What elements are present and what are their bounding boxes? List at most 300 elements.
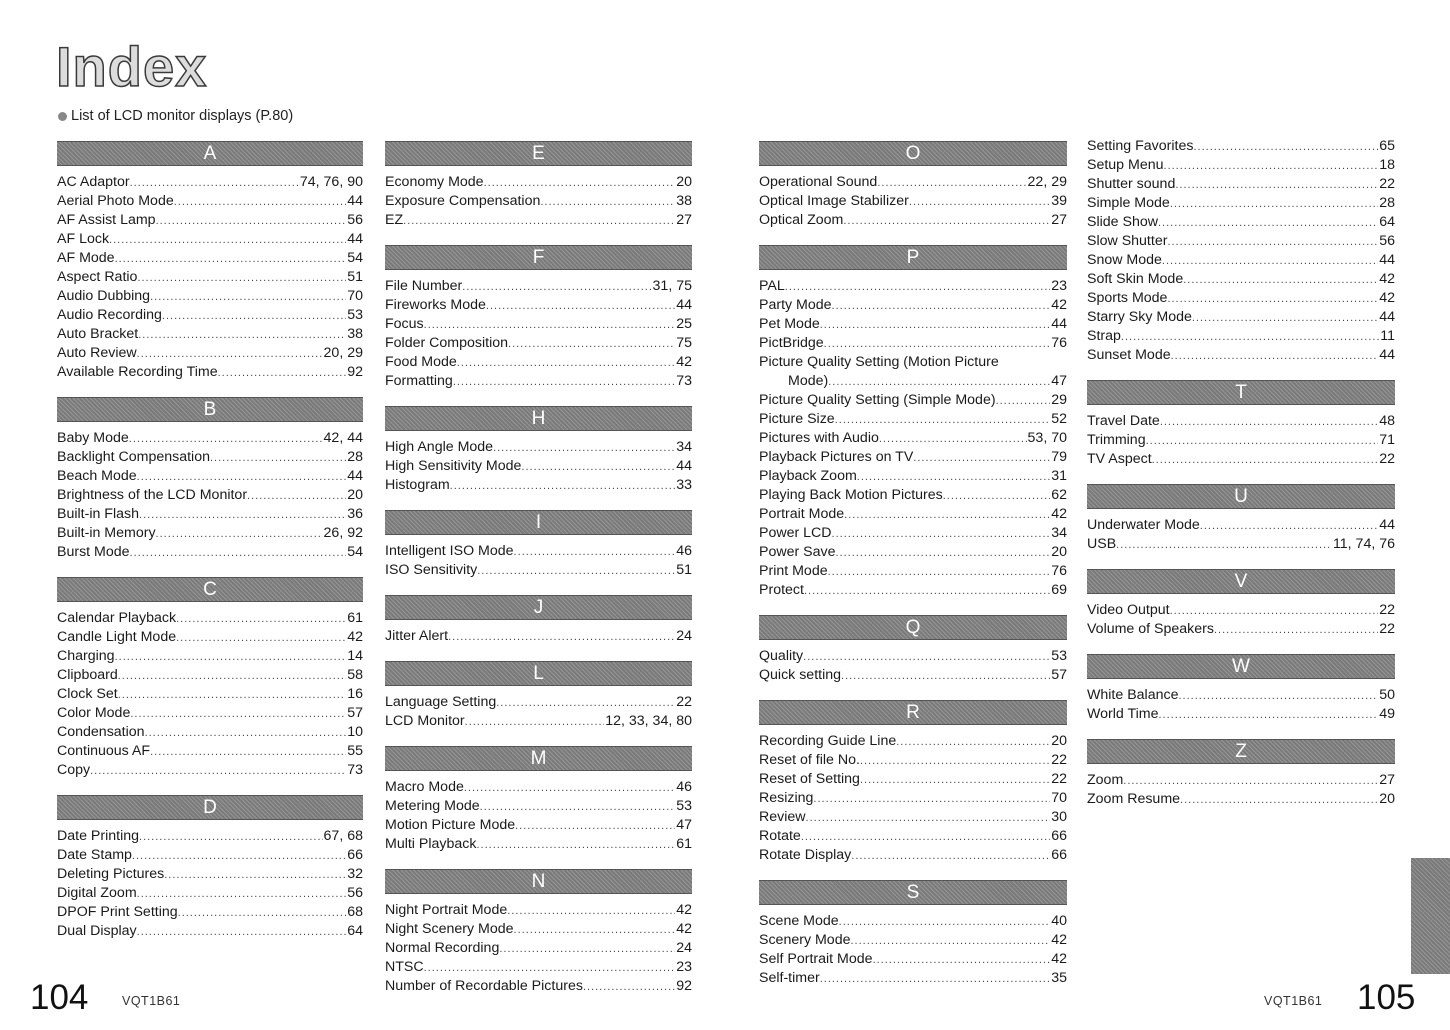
entry-pages: 38 [676, 193, 692, 209]
dot-leader [1180, 790, 1378, 809]
index-entry[interactable] [385, 353, 692, 372]
index-entry[interactable] [759, 581, 1067, 600]
index-entry[interactable] [57, 846, 363, 865]
entry-term: Normal Recording [385, 940, 500, 956]
dot-leader [145, 723, 347, 742]
index-entry[interactable] [57, 827, 363, 846]
index-entry[interactable] [57, 723, 363, 742]
entry-pages: 50 [1379, 687, 1395, 703]
entry-term: Aspect Ratio [57, 269, 138, 285]
index-entry[interactable] [57, 287, 363, 306]
entry-term: Optical Image Stabilizer [759, 193, 909, 209]
index-entry[interactable] [759, 846, 1067, 865]
entry-term: Slide Show [1087, 214, 1158, 230]
dot-leader [137, 884, 347, 903]
entry-term: Party Mode [759, 297, 832, 313]
entry-term: Strap [1087, 328, 1121, 344]
index-entry[interactable] [57, 173, 363, 192]
index-entry[interactable] [1087, 194, 1395, 213]
entry-pages: 44 [347, 468, 363, 484]
entry-pages: 47 [1051, 373, 1067, 389]
entry-term: Volume of Speakers [1087, 621, 1214, 637]
index-entry[interactable] [385, 457, 692, 476]
section-letter-header: L [385, 661, 692, 686]
index-entry[interactable] [385, 334, 692, 353]
section-letter-header: M [385, 746, 692, 771]
index-entry[interactable] [1087, 686, 1395, 705]
index-entry[interactable] [57, 685, 363, 704]
entry-term: Aerial Photo Mode [57, 193, 174, 209]
page-title: Index [56, 35, 208, 98]
index-entry[interactable] [759, 391, 1067, 410]
dot-leader [785, 277, 1050, 296]
index-entry[interactable] [385, 958, 692, 977]
index-entry[interactable] [1087, 771, 1395, 790]
entry-pages: 34 [1051, 525, 1067, 541]
entry-term: Color Mode [57, 705, 131, 721]
index-entry[interactable] [57, 884, 363, 903]
index-entry[interactable] [759, 666, 1067, 685]
dot-leader [130, 704, 346, 723]
entry-term: Digital Zoom [57, 885, 137, 901]
index-section [1087, 654, 1395, 724]
entry-pages: 23 [1051, 278, 1067, 294]
entry-term: Rotate [759, 828, 801, 844]
entry-term: Night Portrait Mode [385, 902, 508, 918]
index-entry[interactable] [759, 562, 1067, 581]
entry-term: AF Assist Lamp [57, 212, 156, 228]
entry-pages: 44 [676, 297, 692, 313]
index-entry[interactable] [385, 277, 692, 296]
index-entry[interactable] [759, 429, 1067, 448]
index-entry[interactable] [57, 344, 363, 363]
index-entry[interactable] [385, 315, 692, 334]
index-entry[interactable] [1087, 327, 1395, 346]
dot-leader [1121, 327, 1379, 346]
dot-leader [130, 543, 347, 562]
index-entry[interactable] [385, 693, 692, 712]
index-entry[interactable] [759, 808, 1067, 827]
index-entry[interactable] [385, 977, 692, 996]
entry-term: Quality [759, 648, 804, 664]
index-entry[interactable] [385, 211, 692, 230]
dot-leader [514, 920, 676, 939]
entry-pages: 27 [1379, 772, 1395, 788]
dot-leader [836, 543, 1051, 562]
entry-term: Review [759, 809, 806, 825]
section-letter-header: T [1087, 380, 1395, 405]
index-entry[interactable] [1087, 289, 1395, 308]
index-entry[interactable] [385, 476, 692, 495]
index-entry[interactable] [1087, 705, 1395, 724]
dot-leader [1152, 450, 1379, 469]
entry-term: Pet Mode [759, 316, 820, 332]
entry-term: Sunset Mode [1087, 347, 1171, 363]
dot-leader [832, 524, 1051, 543]
index-entry[interactable] [759, 827, 1067, 846]
entry-pages: 35 [1051, 970, 1067, 986]
dot-leader [137, 922, 347, 941]
index-entry[interactable] [385, 901, 692, 920]
index-entry[interactable] [1087, 412, 1395, 431]
dot-leader [828, 372, 1050, 391]
entry-pages: 38 [347, 326, 363, 342]
index-entry[interactable] [1087, 790, 1395, 809]
entry-pages: 44 [1379, 517, 1395, 533]
entry-term: Zoom Resume [1087, 791, 1181, 807]
index-entry[interactable] [57, 325, 363, 344]
index-entry[interactable] [57, 192, 363, 211]
entry-pages: 54 [347, 544, 363, 560]
index-entry[interactable] [57, 761, 363, 780]
index-entry[interactable] [759, 524, 1067, 543]
index-entry[interactable] [759, 931, 1067, 950]
dot-leader [486, 296, 675, 315]
entry-pages: 22 [1051, 771, 1067, 787]
entry-pages: 14 [347, 648, 363, 664]
dot-leader [137, 344, 323, 363]
entry-term: Audio Dubbing [57, 288, 151, 304]
entry-term: Pictures with Audio [759, 430, 879, 446]
dot-leader [457, 353, 675, 372]
index-entry[interactable] [1087, 601, 1395, 620]
entry-term: Clock Set [57, 686, 118, 702]
dot-leader [477, 561, 675, 580]
section-letter-header: B [57, 397, 363, 422]
index-entry[interactable] [1087, 251, 1395, 270]
entry-pages: 20 [1051, 733, 1067, 749]
dot-leader [1167, 289, 1378, 308]
dot-leader [137, 268, 346, 287]
index-entry[interactable] [385, 372, 692, 391]
index-entry[interactable] [759, 950, 1067, 969]
entry-pages: 42 [1379, 290, 1395, 306]
index-entry[interactable] [385, 542, 692, 561]
index-entry[interactable] [57, 467, 363, 486]
index-entry[interactable] [1087, 431, 1395, 450]
entry-term: World Time [1087, 706, 1159, 722]
entry-term: Setup Menu [1087, 157, 1164, 173]
index-entry[interactable] [57, 429, 363, 448]
entry-pages: 57 [347, 705, 363, 721]
index-entry[interactable] [759, 296, 1067, 315]
entry-term: Clipboard [57, 667, 118, 683]
index-entry[interactable] [759, 410, 1067, 429]
index-entry[interactable] [385, 192, 692, 211]
index-entry[interactable] [385, 920, 692, 939]
index-entry[interactable] [57, 363, 363, 382]
index-entry[interactable] [759, 277, 1067, 296]
index-entry[interactable] [759, 173, 1067, 192]
entry-pages: 47 [676, 817, 692, 833]
index-entry[interactable] [57, 704, 363, 723]
index-entry[interactable] [1087, 270, 1395, 289]
index-entry[interactable] [57, 543, 363, 562]
entry-term: Motion Picture Mode [385, 817, 516, 833]
dot-leader [1123, 771, 1378, 790]
entry-pages: 24 [676, 628, 692, 644]
entry-pages: 67, 68 [323, 828, 363, 844]
index-entry[interactable] [57, 742, 363, 761]
entry-term: Starry Sky Mode [1087, 309, 1192, 325]
entry-term: Power Save [759, 544, 836, 560]
dot-leader [521, 457, 675, 476]
index-section [759, 245, 1067, 600]
entry-term: Copy [57, 762, 91, 778]
index-entry[interactable] [759, 770, 1067, 789]
index-entry[interactable] [57, 268, 363, 287]
dot-leader [943, 486, 1050, 505]
entry-term: Portrait Mode [759, 506, 845, 522]
entry-pages: 65 [1379, 138, 1395, 154]
dot-leader [1164, 156, 1379, 175]
entry-term: Sports Mode [1087, 290, 1168, 306]
entry-term: Print Mode [759, 563, 828, 579]
entry-pages: 22 [1379, 451, 1395, 467]
entry-term: Histogram [385, 477, 450, 493]
index-entry[interactable] [57, 230, 363, 249]
entry-pages: 42 [1379, 271, 1395, 287]
index-section [759, 700, 1067, 865]
entry-term-continued: Mode) [788, 373, 829, 389]
entry-term: Scene Mode [759, 913, 839, 929]
entry-term: Recording Guide Line [759, 733, 897, 749]
index-entry[interactable] [57, 628, 363, 647]
dot-leader [806, 808, 1051, 827]
index-entry[interactable] [759, 467, 1067, 486]
index-entry[interactable] [57, 647, 363, 666]
entry-term: Language Setting [385, 694, 497, 710]
dot-leader [1178, 686, 1378, 705]
index-column-2 [385, 141, 692, 1011]
dot-leader [138, 325, 346, 344]
entry-term: Resizing [759, 790, 814, 806]
index-entry[interactable] [1087, 308, 1395, 327]
entry-pages: 18 [1379, 157, 1395, 173]
entry-pages: 53 [347, 307, 363, 323]
index-entry[interactable] [759, 969, 1067, 988]
index-entry[interactable] [385, 797, 692, 816]
section-letter-header: V [1087, 569, 1395, 594]
entry-pages: 22 [1379, 602, 1395, 618]
index-entry[interactable] [385, 835, 692, 854]
index-entry[interactable] [385, 561, 692, 580]
index-entry[interactable] [385, 296, 692, 315]
index-entry[interactable] [57, 448, 363, 467]
index-entry[interactable] [759, 486, 1067, 505]
section-letter-header: Q [759, 615, 1067, 640]
dot-leader [820, 315, 1050, 334]
index-section [385, 141, 692, 230]
entry-term: Self-timer [759, 970, 820, 986]
index-entry[interactable] [759, 334, 1067, 353]
entry-pages: 28 [347, 449, 363, 465]
index-entry[interactable] [759, 315, 1067, 334]
entry-pages: 64 [347, 923, 363, 939]
index-entry[interactable] [759, 912, 1067, 931]
entry-term: Dual Display [57, 923, 137, 939]
dot-leader [496, 693, 675, 712]
entry-pages: 44 [1379, 309, 1395, 325]
entry-pages: 74, 76, 90 [299, 174, 363, 190]
dot-leader [464, 778, 675, 797]
dot-leader [218, 363, 347, 382]
index-entry[interactable] [759, 789, 1067, 808]
index-entry[interactable] [1087, 137, 1395, 156]
dot-leader [462, 277, 651, 296]
entry-pages: 53 [1051, 648, 1067, 664]
index-entry[interactable] [57, 524, 363, 543]
dot-leader [1116, 535, 1332, 554]
entry-term: Travel Date [1087, 413, 1160, 429]
entry-pages: 20 [676, 174, 692, 190]
entry-term: Setting Favorites [1087, 138, 1194, 154]
dot-leader [850, 931, 1050, 950]
dot-leader [828, 562, 1051, 581]
entry-pages: 23 [676, 959, 692, 975]
dot-leader [448, 627, 675, 646]
index-entry[interactable] [759, 647, 1067, 666]
index-section [57, 141, 363, 382]
dot-leader [424, 958, 676, 977]
index-entry[interactable] [57, 505, 363, 524]
index-column-1 [57, 141, 363, 956]
entry-pages: 20 [1379, 791, 1395, 807]
entry-term: Folder Composition [385, 335, 509, 351]
index-entry[interactable] [1087, 620, 1395, 639]
entry-term: Power LCD [759, 525, 832, 541]
entry-term: PictBridge [759, 335, 824, 351]
entry-pages: 73 [347, 762, 363, 778]
entry-pages: 66 [1051, 847, 1067, 863]
entry-pages: 44 [1379, 252, 1395, 268]
section-letter-header: W [1087, 654, 1395, 679]
entry-term: Economy Mode [385, 174, 484, 190]
entry-pages: 46 [676, 543, 692, 559]
index-entry[interactable] [759, 505, 1067, 524]
dot-leader [508, 334, 675, 353]
entry-term: AF Mode [57, 250, 115, 266]
index-entry[interactable] [1087, 450, 1395, 469]
entry-pages: 39 [1051, 193, 1067, 209]
dot-leader [1160, 412, 1378, 431]
entry-term: TV Aspect [1087, 451, 1152, 467]
entry-pages: 44 [347, 231, 363, 247]
index-entry[interactable] [759, 543, 1067, 562]
entry-pages: 20, 29 [323, 345, 363, 361]
entry-pages: 20 [1051, 544, 1067, 560]
index-entry[interactable] [1087, 535, 1395, 554]
entry-pages: 44 [676, 458, 692, 474]
index-entry[interactable] [759, 192, 1067, 211]
index-entry[interactable] [1087, 213, 1395, 232]
dot-leader [476, 835, 675, 854]
lcd-display-reference[interactable] [58, 106, 293, 126]
entry-pages: 76 [1051, 335, 1067, 351]
entry-term: Multi Playback [385, 836, 477, 852]
index-entry[interactable] [57, 249, 363, 268]
entry-term: Quick setting [759, 667, 842, 683]
dot-leader [484, 173, 676, 192]
entry-pages: 48 [1379, 413, 1395, 429]
dot-leader [1170, 194, 1378, 213]
index-entry[interactable] [385, 778, 692, 797]
dot-leader [896, 732, 1050, 751]
index-entry[interactable] [385, 712, 692, 731]
index-entry[interactable] [1087, 175, 1395, 194]
dot-leader [1183, 270, 1378, 289]
index-entry[interactable] [385, 438, 692, 457]
index-entry[interactable] [57, 211, 363, 230]
index-section [385, 746, 692, 854]
section-letter-header: N [385, 869, 692, 894]
index-entry[interactable] [57, 609, 363, 628]
index-entry[interactable] [385, 816, 692, 835]
index-entry[interactable] [1087, 232, 1395, 251]
index-entry[interactable] [759, 732, 1067, 751]
dot-leader [139, 827, 323, 846]
index-section [759, 141, 1067, 230]
index-entry[interactable] [385, 939, 692, 958]
index-entry[interactable] [57, 306, 363, 325]
dot-leader [480, 797, 676, 816]
bullet-icon [58, 112, 67, 121]
right-document-code: VQT1B61 [1264, 994, 1323, 1008]
index-entry[interactable] [1087, 346, 1395, 365]
index-entry[interactable] [759, 448, 1067, 467]
dot-leader [465, 712, 605, 731]
entry-pages: 22 [1379, 176, 1395, 192]
entry-term: Trimming [1087, 432, 1146, 448]
entry-pages: 70 [1051, 790, 1067, 806]
entry-term: PAL [759, 278, 785, 294]
index-entry[interactable] [57, 922, 363, 941]
entry-term: Playing Back Motion Pictures [759, 487, 943, 503]
index-entry[interactable] [57, 903, 363, 922]
index-entry[interactable] [1087, 156, 1395, 175]
entry-pages: 54 [347, 250, 363, 266]
entry-term: Intelligent ISO Mode [385, 543, 514, 559]
lcd-display-reference-text: List of LCD monitor displays (P.80) [71, 108, 294, 124]
entry-pages: 69 [1051, 582, 1067, 598]
dot-leader [873, 950, 1051, 969]
entry-pages: 22 [676, 694, 692, 710]
entry-pages: 44 [347, 193, 363, 209]
entry-pages: 42, 44 [323, 430, 363, 446]
entry-term: Picture Quality Setting (Simple Mode) [759, 392, 996, 408]
entry-term: Playback Zoom [759, 468, 857, 484]
entry-term: DPOF Print Setting [57, 904, 178, 920]
entry-pages: 61 [676, 836, 692, 852]
section-letter-header: U [1087, 484, 1395, 509]
index-entry[interactable] [759, 211, 1067, 230]
index-entry[interactable] [385, 627, 692, 646]
dot-leader [118, 666, 346, 685]
index-entry[interactable] [759, 353, 1067, 391]
dot-leader [130, 173, 299, 192]
index-entry[interactable] [57, 486, 363, 505]
entry-term: Shutter sound [1087, 176, 1176, 192]
index-entry[interactable] [57, 666, 363, 685]
dot-leader [1170, 601, 1379, 620]
index-entry[interactable] [385, 173, 692, 192]
index-entry[interactable] [57, 865, 363, 884]
index-section [759, 880, 1067, 988]
index-entry[interactable] [759, 751, 1067, 770]
index-section [385, 510, 692, 580]
index-section [385, 661, 692, 731]
index-entry[interactable] [1087, 516, 1395, 535]
